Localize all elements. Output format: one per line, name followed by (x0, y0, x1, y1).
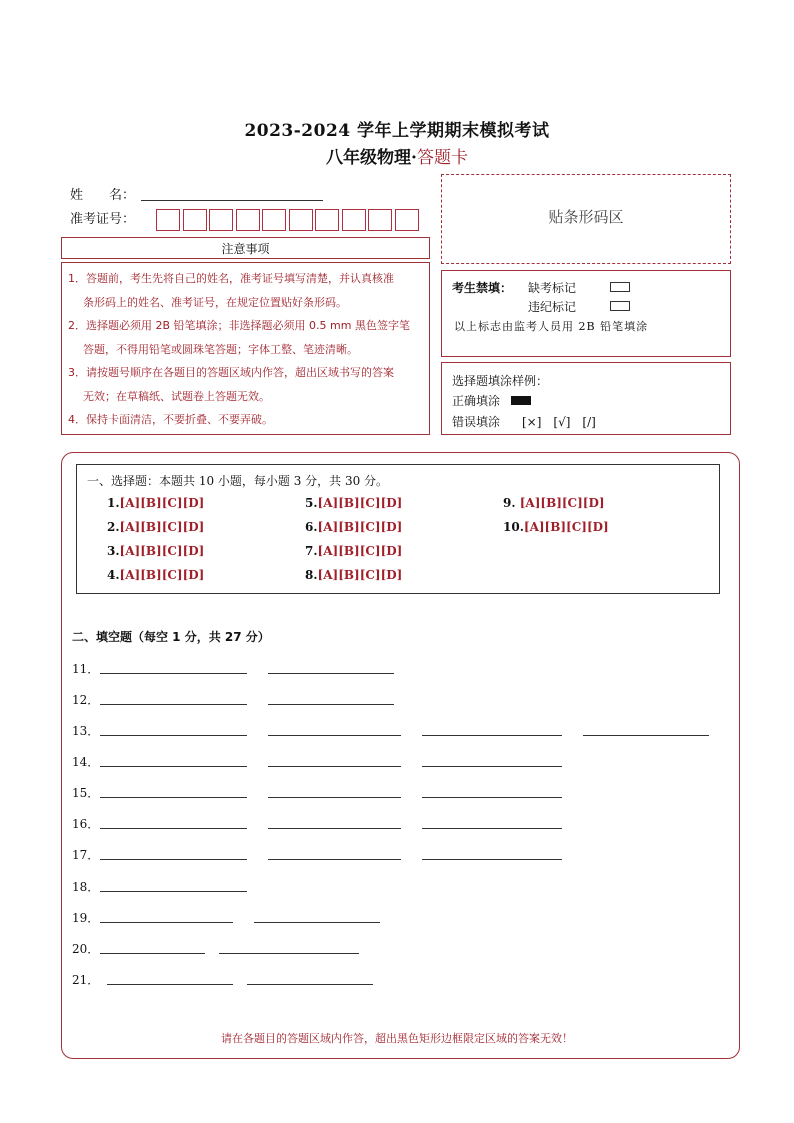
mc-question[interactable] (305, 568, 402, 582)
mc-options[interactable]: [A][B][C][D] (119, 520, 205, 534)
subtitle-answer-card: 答题卡 (416, 148, 468, 168)
answer-line[interactable] (268, 673, 394, 674)
fill-number: 16． (72, 817, 100, 831)
answer-line[interactable] (100, 922, 233, 923)
mc-options[interactable]: [A][B][C][D] (119, 496, 205, 510)
notice-body (61, 262, 430, 435)
answer-line[interactable] (422, 828, 562, 829)
notice-line: 2．选择题必须用 2B 铅笔填涂；非选择题必须用 0.5 mm 黑色签字笔 (68, 319, 410, 332)
fill-number: 18． (72, 880, 100, 894)
mc-question-number: 7. (305, 544, 318, 558)
answer-line[interactable] (219, 953, 359, 954)
answer-line[interactable] (100, 704, 247, 705)
mc-options[interactable]: [A][B][C][D] (119, 568, 205, 582)
mc-options[interactable]: [A][B][C][D] (317, 520, 403, 534)
answer-line[interactable] (100, 797, 247, 798)
fill-heading: 二、填空题（每空 1 分，共 27 分） (72, 630, 270, 644)
id-digit-box[interactable] (183, 209, 207, 231)
name-field[interactable] (141, 200, 323, 201)
mc-options[interactable]: [A][B][C][D] (523, 520, 609, 534)
notice-line: 1．答题前，考生先将自己的姓名，准考证号填写清楚，并认真核准 (68, 272, 394, 285)
sample-title: 选择题填涂样例： (452, 374, 549, 388)
mc-question-number: 3. (107, 544, 120, 558)
answer-line[interactable] (422, 797, 562, 798)
mc-question[interactable] (107, 496, 204, 510)
fill-number: 12． (72, 693, 100, 707)
id-digit-box[interactable] (156, 209, 180, 231)
answer-line[interactable] (100, 953, 205, 954)
absent-mark-box[interactable] (610, 282, 630, 292)
fill-number: 11． (72, 662, 100, 676)
mc-question-number: 6. (305, 520, 318, 534)
id-digit-box[interactable] (315, 209, 339, 231)
fill-number: 14． (72, 755, 100, 769)
id-digit-box[interactable] (236, 209, 260, 231)
fill-number: 20． (72, 942, 100, 956)
answer-line[interactable] (268, 735, 401, 736)
name-label: 姓 名： (70, 188, 136, 203)
fill-number: 15． (72, 786, 100, 800)
sample-box (441, 362, 731, 435)
fill-number: 21． (72, 973, 100, 987)
answer-line[interactable] (422, 859, 562, 860)
mc-question[interactable] (107, 544, 204, 558)
id-label: 准考证号： (70, 212, 136, 227)
notice-line: 4．保持卡面清洁，不要折叠、不要弄破。 (68, 413, 273, 426)
answer-line[interactable] (100, 891, 247, 892)
subtitle-separator: · (411, 148, 417, 168)
notice-line: 3．请按题号顺序在各题目的答题区域内作答，超出区域书写的答案 (68, 366, 394, 379)
wrong-fill-samples: [×] [√] [/] (522, 415, 596, 429)
mc-question-number: 1. (107, 496, 120, 510)
mc-heading: 一、选择题：本题共 10 小题，每小题 3 分，共 30 分。 (87, 474, 389, 488)
id-digit-box[interactable] (209, 209, 233, 231)
mc-question-number: 10. (503, 520, 524, 534)
notice-line: 无效；在草稿纸、试题卷上答题无效。 (83, 389, 270, 403)
answer-line[interactable] (268, 859, 401, 860)
answer-line[interactable] (422, 766, 562, 767)
answer-line[interactable] (254, 922, 380, 923)
answer-line[interactable] (268, 766, 401, 767)
answer-line[interactable] (100, 766, 247, 767)
mc-question-number: 5. (305, 496, 318, 510)
forbidden-label: 考生禁填： (452, 281, 513, 295)
answer-line[interactable] (100, 828, 247, 829)
id-digit-box[interactable] (395, 209, 419, 231)
correct-fill-label: 正确填涂 (452, 394, 501, 408)
notice-line: 答题，不得用铅笔或圆珠笔答题；字体工整、笔迹清晰。 (83, 342, 358, 356)
id-digit-box[interactable] (368, 209, 392, 231)
mc-question-number: 8. (305, 568, 318, 582)
answer-line[interactable] (100, 673, 247, 674)
notice-title: 注意事项 (61, 237, 430, 259)
fill-number: 17． (72, 848, 100, 862)
mc-question[interactable] (305, 520, 402, 534)
mc-question[interactable] (305, 544, 402, 558)
mc-options[interactable]: [A][B][C][D] (119, 544, 205, 558)
barcode-label: 贴条形码区 (548, 208, 624, 226)
footer-warning: 请在各题目的答题区域内作答，超出黑色矩形边框限定区域的答案无效！ (221, 1032, 573, 1045)
answer-line[interactable] (422, 735, 562, 736)
mc-options[interactable]: [A][B][C][D] (519, 496, 605, 510)
mc-question[interactable] (107, 520, 204, 534)
mc-question[interactable] (503, 520, 609, 534)
id-digit-box[interactable] (262, 209, 286, 231)
answer-line[interactable] (268, 828, 401, 829)
absent-mark-label: 缺考标记 (528, 281, 577, 295)
mc-question[interactable] (107, 568, 204, 582)
subtitle-main: 八年级物理 (326, 148, 412, 168)
answer-line[interactable] (268, 704, 394, 705)
violation-mark-label: 违纪标记 (528, 300, 577, 314)
id-digit-box[interactable] (342, 209, 366, 231)
answer-line[interactable] (107, 984, 233, 985)
id-number-boxes[interactable] (156, 209, 421, 231)
forbidden-note: 以上标志由监考人员用 2B 铅笔填涂 (454, 320, 649, 333)
mc-question-number: 4. (107, 568, 120, 582)
mc-question[interactable] (305, 496, 402, 510)
notice-line: 条形码上的姓名、准考证号，在规定位置贴好条形码。 (83, 295, 347, 309)
mc-question-number: 9. (503, 496, 520, 510)
mc-options[interactable]: [A][B][C][D] (317, 544, 403, 558)
fill-number: 13． (72, 724, 100, 738)
answer-line[interactable] (268, 797, 401, 798)
answer-line[interactable] (100, 859, 247, 860)
fill-number: 19． (72, 911, 100, 925)
mc-options[interactable]: [A][B][C][D] (317, 568, 403, 582)
correct-fill-sample (511, 396, 531, 405)
violation-mark-box[interactable] (610, 301, 630, 311)
answer-line[interactable] (100, 735, 247, 736)
exam-title: 2023-2024 学年上学期期末模拟考试 (244, 121, 550, 141)
mc-question-number: 2. (107, 520, 120, 534)
answer-line[interactable] (247, 984, 373, 985)
exam-subtitle (0, 143, 794, 168)
forbidden-box (441, 270, 731, 357)
id-digit-box[interactable] (289, 209, 313, 231)
answer-line[interactable] (583, 735, 709, 736)
wrong-fill-label: 错误填涂 (452, 415, 501, 429)
mc-question[interactable] (503, 496, 605, 510)
mc-options[interactable]: [A][B][C][D] (317, 496, 403, 510)
barcode-area (441, 174, 731, 264)
